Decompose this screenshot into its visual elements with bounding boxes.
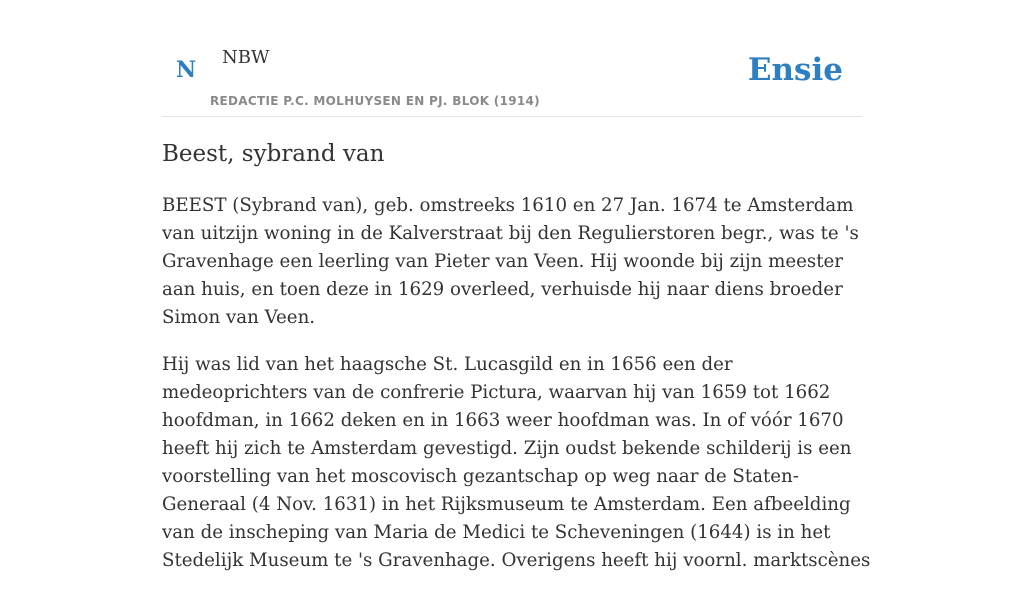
brand-logo-link[interactable]: Ensie [747,52,843,88]
article-body [162,192,874,594]
site-header [162,0,862,117]
article-title: Beest, sybrand van [162,141,385,167]
article-paragraph-1: BEEST (Sybrand van), geb. omstreeks 1610 en 27 Jan. 1674 te Amsterdam van uitzijn woning in de Kalverstraat bij den Regulierstoren begr., was te 's Gravenhage een leerling van Pieter van Veen. Hij woonde bij zijn meester aan huis, en toen deze in 1629 overleed, verhuisde hij naar diens broeder Simon van Veen. [162,195,859,328]
source-subtitle: REDACTIE P.C. MOLHUYSEN EN PJ. BLOK (1914) [210,94,540,108]
source-name-link[interactable]: NBW [222,47,270,68]
source-logo-icon[interactable]: N [176,57,197,83]
article-paragraph-2: Hij was lid van het haagsche St. Lucasgild en in 1656 een der medeoprichters van de confrerie Pictura, waarvan hij van 1659 tot 1662 hoofdman, in 1662 deken en in 1663 weer hoofdman was. In of vóór 1670 heeft hij zich te Amsterdam gevestigd. Zijn oudst bekende schilderij is een voorstelling van het moscovisch gezantschap op weg naar de Staten-Generaal (4 Nov. 1631) in het Rijksmuseum te Amsterdam. Een afbeelding van de inscheping van Maria de Medici te Scheveningen (1644) is in het Stedelijk Museum te 's Gravenhage. Overigens heeft hij voornl. marktscènes [162,354,871,571]
